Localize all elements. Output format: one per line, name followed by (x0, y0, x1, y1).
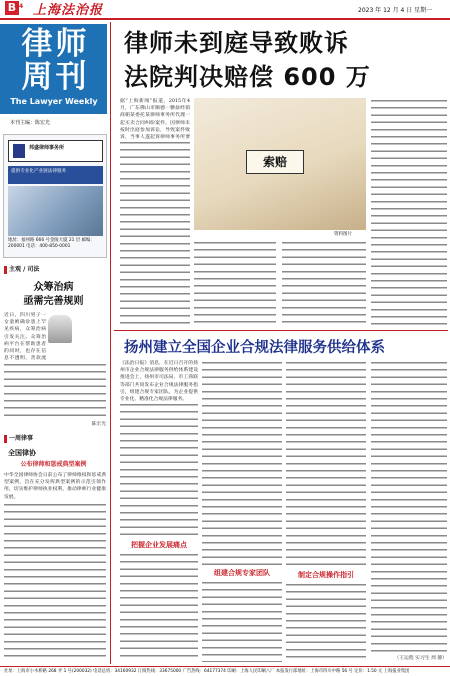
second-body-col-2b (202, 580, 282, 662)
essay-title-2: 亟需完善规则 (23, 296, 84, 307)
second-body-col-2a (202, 360, 282, 566)
weekly-item-title: 全国律协 (8, 449, 36, 457)
ad-slogan: 提供专业化产业链法律服务 (8, 166, 103, 184)
weekly-body: 中华全国律师协会日前公布了律师维权和惩戒典型案例，旨在充分发挥典型案例的示范引领作用，切实维护律师执业权利，推动律师行业健康发展。 (4, 473, 106, 500)
column-title: 律师周刊 (21, 26, 90, 95)
lead-body-col-3 (282, 240, 366, 325)
second-body-col-3b (286, 582, 366, 662)
subhead-pain-points: 把握企业发展痛点 (131, 541, 187, 549)
second-sign-off: （王运程 实习生 周 静） (394, 656, 447, 661)
second-body-intro: 《法治日报》消息，在近日召开的扬州市企业合规法律服务供给体系建设推进会上，扬州市司法局、市工商联等部门共同发布企业合规法律服务指引，组建合规专家团队，为企业提供专业化、精准化合规法律服务。 (120, 361, 198, 403)
subhead-expert-team: 组建合规专家团队 (214, 569, 270, 577)
weekly-section-label: 一周律事 (4, 434, 33, 443)
lead-photo (194, 98, 366, 230)
ad-building-image (8, 186, 103, 236)
lead-body-col-2 (194, 240, 276, 325)
story-divider (114, 330, 448, 331)
essay-author: 陈宏光 (91, 422, 106, 427)
weekly-item-subtitle: 公布律师和惩戒典型案例 (20, 461, 87, 468)
weekly-body-lines (4, 502, 106, 662)
second-body-col-4 (371, 360, 447, 654)
lead-headline-line-2: 法院判决赔偿 600 万 (124, 63, 371, 91)
second-body-col-1a (120, 402, 198, 538)
lead-body-intro: 据“上海新闻”报道，2015年4月，广东佛山市顺德一糖盐经销商朝某委托某律师事务所代理一起买卖合同纠纷案件。因律师未按时出庭参加诉讼，导致案件败诉，当事人遂起诉律师事务所要 (120, 99, 190, 141)
subhead-guidelines: 制定合规操作指引 (298, 571, 354, 579)
footer-info: 社址：上海市小木桥路 268 弄 1 号(200032) 电话总机：34160932 订阅热线：33675000 广告热线：64177374 印刷：上海人民印刷八厂 本报发行部地址：上海市四川中路 56 号 定价：1.50 元 上海报业集团 (0, 666, 450, 676)
page-letter-badge: B (5, 1, 19, 15)
masthead: 上海法治报 (33, 3, 104, 18)
ad-address: 地址：福州路 666 号金陵大厦 21 层 邮编：200001 电话：400-850-0001 (8, 238, 95, 249)
lead-body-col-4 (371, 98, 447, 325)
essay-title-1: 众筹治病 (33, 282, 74, 293)
lead-body-col-1 (120, 140, 190, 325)
issue-date: 2023 年 12 月 4 日 星期一 (358, 7, 433, 14)
column-title-en: The Lawyer Weekly (10, 97, 98, 106)
lead-headline-line-1: 律师未到庭导致败诉 (124, 29, 349, 57)
header-rule (0, 18, 450, 20)
page-number: 4 (19, 3, 24, 10)
essay-body-intro: 近日，四川男子一女童被确诊患上罕见疾病，众筹治病引发关注。众筹治病平台在帮助患者的同时，也存在信息不透明、善款流 (4, 313, 46, 362)
editor-line: 本刊主编：陈宏光 (10, 120, 51, 126)
photo-credit: 资料图片 (334, 232, 352, 237)
author-portrait (48, 315, 72, 343)
essay-section-label: 主观 / 司法 (4, 265, 39, 274)
second-headline: 扬州建立全国企业合规法律服务供给体系 (124, 340, 385, 356)
photo-tag: 索赔 (246, 150, 304, 174)
ad-logo (8, 140, 103, 162)
essay-body-lines (4, 362, 106, 420)
lead-headline (124, 26, 444, 94)
ad-logo-icon (13, 144, 25, 158)
second-body-col-1b (120, 552, 198, 662)
left-column-divider (110, 22, 111, 664)
ad-firm-name: 邦盛律师事务所 (29, 145, 65, 151)
second-body-col-3a (286, 360, 366, 568)
